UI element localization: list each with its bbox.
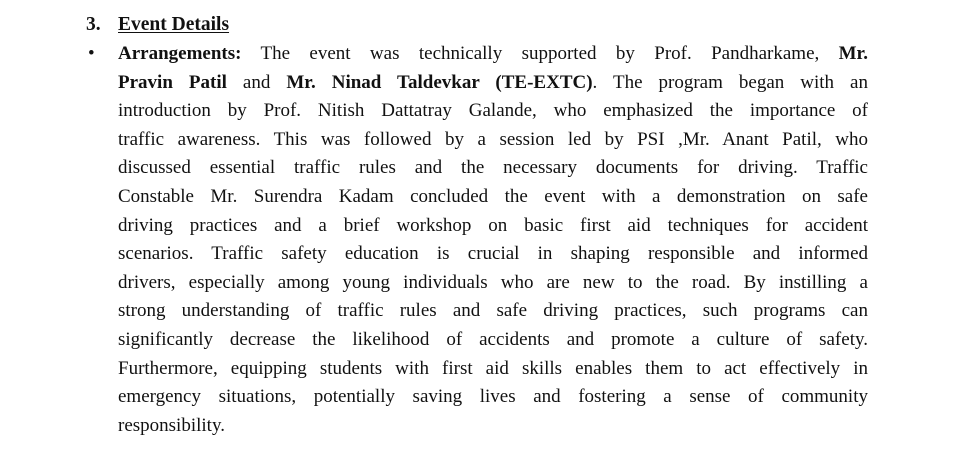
paragraph-line <box>118 240 868 269</box>
body-text: strong understanding of traffic rules and safe driving practices, such programs can <box>118 300 868 322</box>
body-text: Constable Mr. Surendra Kadam concluded the event with a demonstration on safe <box>118 185 868 207</box>
paragraph-line <box>118 126 868 155</box>
bold-text: Pravin Patil <box>118 71 227 93</box>
paragraph-line <box>118 40 868 69</box>
body-text: emergency situations, potentially saving lives and fostering a sense of community <box>118 386 868 408</box>
arrangements-paragraph <box>118 40 868 440</box>
paragraph-line <box>118 154 868 183</box>
bullet-icon: • <box>88 43 95 64</box>
bold-text: Arrangements: <box>118 43 242 64</box>
paragraph-line <box>118 212 868 241</box>
paragraph-line <box>118 269 868 298</box>
section-heading <box>86 11 229 39</box>
paragraph-line <box>118 297 868 326</box>
bold-text: Mr. Ninad Taldevkar (TE-EXTC) <box>286 71 593 93</box>
bold-text: Mr. <box>838 43 868 64</box>
paragraph-line <box>118 355 868 384</box>
body-text: significantly decrease the likelihood of accidents and promote a culture of safety. <box>118 328 868 350</box>
body-text: drivers, especially among young individuals who are new to the road. By instilling a <box>118 271 868 293</box>
paragraph-line <box>118 383 868 412</box>
body-text: scenarios. Traffic safety education is crucial in shaping responsible and informed <box>118 243 868 265</box>
paragraph-line <box>118 183 868 212</box>
body-text: Furthermore, equipping students with first aid skills enables them to act effectively in <box>118 357 868 379</box>
paragraph-line <box>118 69 868 98</box>
paragraph-line <box>118 326 868 355</box>
paragraph-line <box>118 97 868 126</box>
section-title: Event Details <box>118 14 230 35</box>
body-text: discussed essential traffic rules and the necessary documents for driving. Traffic <box>118 157 868 179</box>
paragraph-line <box>118 412 868 441</box>
body-text: . The program began with an <box>592 71 868 93</box>
body-text: driving practices and a brief workshop on basic first aid techniques for accident <box>118 214 868 236</box>
body-text: traffic awareness. This was followed by a session led by PSI ,Mr. Anant Patil, who <box>118 128 868 150</box>
section-number: 3. <box>86 14 101 35</box>
body-text: and <box>226 71 287 93</box>
body-text: The event was technically supported by Prof. Pandharkame, <box>241 43 839 64</box>
body-text: introduction by Prof. Nitish Dattatray Galande, who emphasized the importance of <box>118 100 868 122</box>
body-text: responsibility. <box>118 414 225 436</box>
